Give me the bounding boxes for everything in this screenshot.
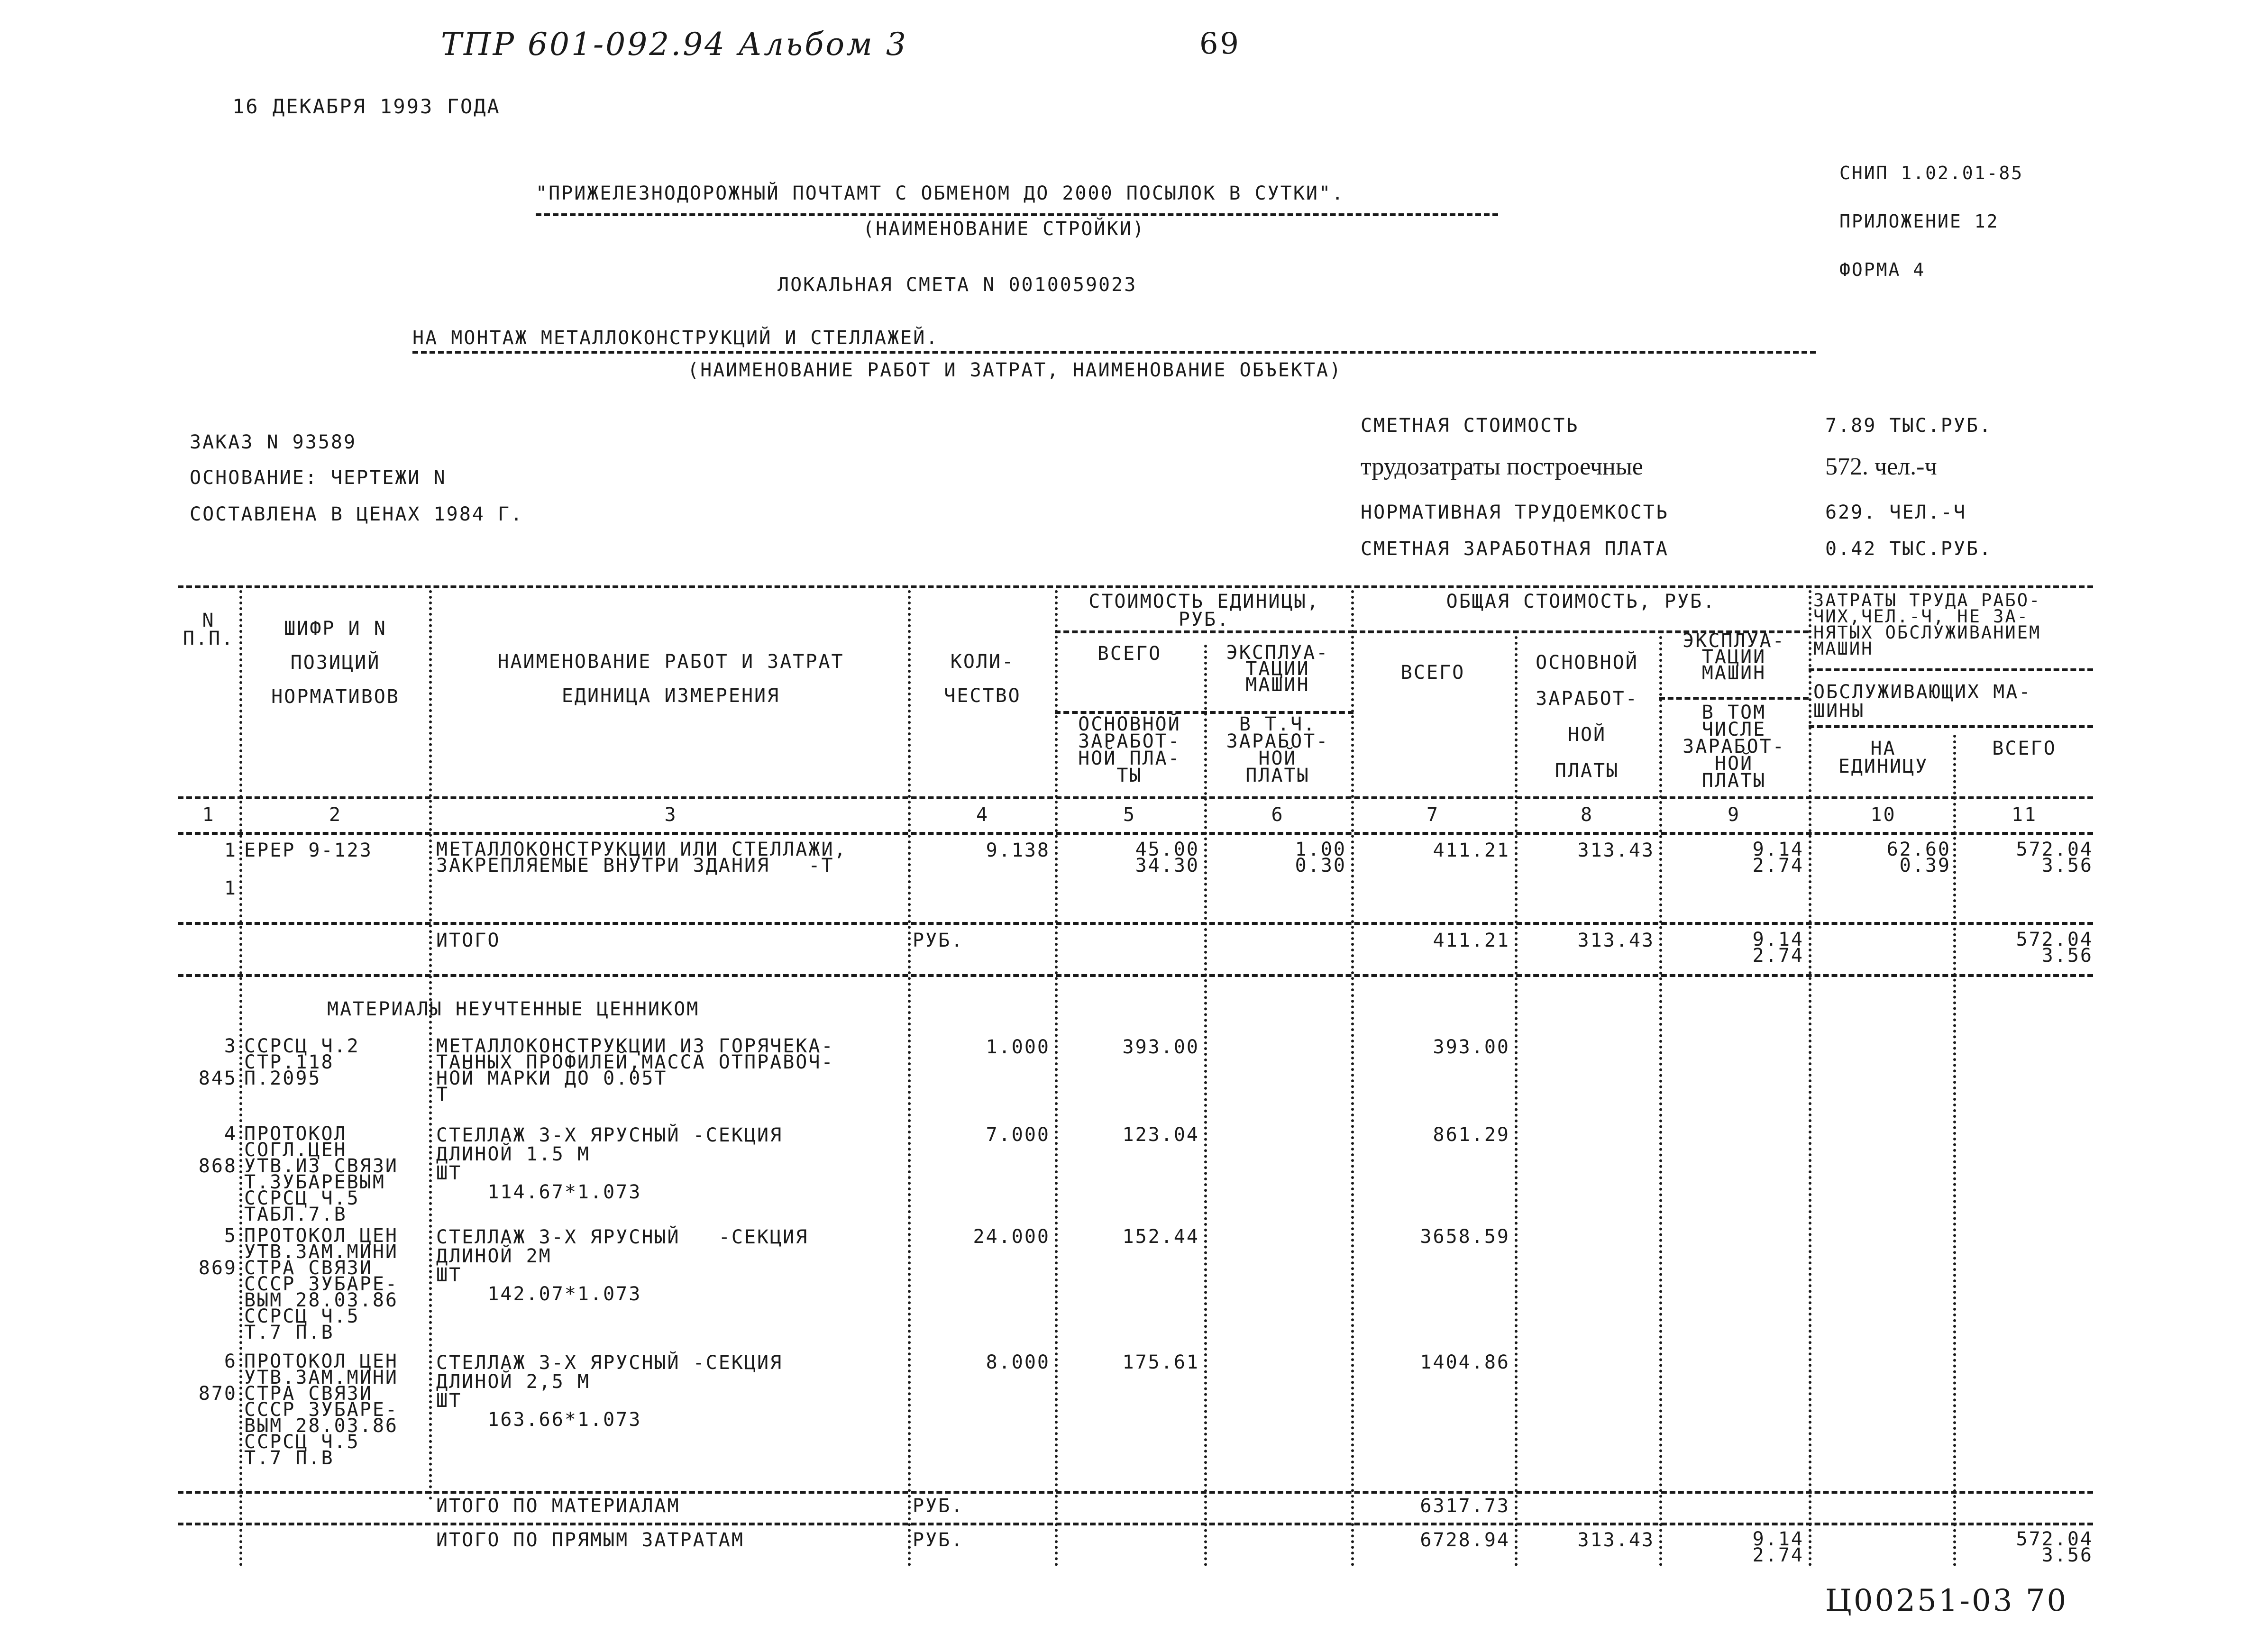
material-total: 1404.86 [1420, 1351, 1510, 1373]
row-total-exploitation: 9.14 2.74 [1752, 839, 1804, 876]
snip-line: СНИП 1.02.01-85 [1839, 163, 2024, 183]
header-labor-machine: ОБСЛУЖИВАЮЩИХ МА- ШИНЫ [1813, 681, 2032, 722]
material-code: ПРОТОКОЛ ЦЕН УТВ.ЗАМ.МИНИ СТРА СВЯЗИ СССР ЗУБАРЕ- ВЫМ 28.03.86 ССРСЦ Ч.5 Т.7 П.В [244, 1351, 398, 1469]
estimated-cost-label: СМЕТНАЯ СТОИМОСТЬ [1361, 415, 1579, 437]
order-number: ЗАКАЗ N 93589 [190, 431, 357, 453]
material-name: СТЕЛЛАЖ 3-Х ЯРУСНЫЙ -СЕКЦИЯ ДЛИНОЙ 1.5 М ШТ 114.67*1.073 [436, 1124, 783, 1203]
column-number: 10 [1870, 804, 1896, 826]
divider [536, 213, 1498, 216]
column-number: 1 [202, 804, 215, 826]
wage-label: СМЕТНАЯ ЗАРАБОТНАЯ ПЛАТА [1361, 538, 1669, 560]
header-unit-total: ВСЕГО [1097, 643, 1162, 665]
material-number: 3 845 [198, 1035, 237, 1089]
row-name: МЕТАЛЛОКОНСТРУКЦИИ ИЛИ СТЕЛЛАЖИ, ЗАКРЕПЛЯЕМЫЕ ВНУТРИ ЗДАНИЯ -Т [436, 839, 847, 876]
materials-total-unit: РУБ. [913, 1495, 964, 1517]
material-unit-total: 393.00 [1122, 1036, 1199, 1058]
column-separator [1351, 590, 1354, 1567]
column-number: 4 [976, 804, 989, 826]
column-number: 2 [329, 804, 342, 826]
row-total: 411.21 [1433, 840, 1510, 861]
header-total-exploitation: ЭКСПЛУА- ТАЦИИ МАШИН [1683, 630, 1785, 684]
wage-value: 0.42 ТЫС.РУБ. [1825, 538, 1993, 560]
material-quantity: 8.000 [986, 1351, 1050, 1373]
table-top-border [178, 585, 2093, 588]
subtotal-unit: РУБ. [913, 930, 964, 951]
estimate-title: ЛОКАЛЬНАЯ СМЕТА N 0010059023 [777, 274, 1137, 296]
header-total-cost: ОБЩАЯ СТОИМОСТЬ, РУБ. [1446, 591, 1716, 612]
header-labor-unit: НА ЕДИНИЦУ [1838, 738, 1929, 777]
row-number-sub: 1 [224, 877, 237, 899]
divider [178, 1491, 2093, 1494]
column-number: 5 [1123, 804, 1136, 826]
direct-costs-labor: 572.04 3.56 [2016, 1528, 2093, 1566]
direct-costs-label: ИТОГО ПО ПРЯМЫМ ЗАТРАТАМ [436, 1529, 744, 1551]
snip-line: ФОРМА 4 [1839, 259, 1926, 280]
header-code: ШИФР И N ПОЗИЦИЙ НОРМАТИВОВ [271, 618, 400, 708]
project-caption: (НАИМЕНОВАНИЕ СТРОЙКИ) [863, 218, 1145, 240]
column-number: 8 [1580, 804, 1594, 826]
header-unit-cost: СТОИМОСТЬ ЕДИНИЦЫ, РУБ. [1088, 591, 1320, 630]
header-total-all: ВСЕГО [1400, 662, 1465, 684]
divider [178, 1523, 2093, 1525]
page-number: 69 [1199, 26, 1241, 61]
divider [1809, 725, 2093, 728]
material-total: 393.00 [1433, 1036, 1510, 1058]
estimated-cost-value: 7.89 ТЫС.РУБ. [1825, 415, 1993, 437]
material-code: ССРСЦ Ч.2 СТР.118 П.2095 [244, 1035, 360, 1089]
album-code: ТПР 601-092.94 Альбом 3 [441, 26, 908, 63]
basis: ОСНОВАНИЕ: ЧЕРТЕЖИ N [190, 467, 447, 489]
material-total: 3658.59 [1420, 1226, 1510, 1248]
header-number: N П.П. [183, 610, 235, 649]
material-quantity: 1.000 [986, 1036, 1050, 1058]
direct-costs-unit: РУБ. [913, 1529, 964, 1551]
column-number: 9 [1727, 804, 1741, 826]
header-total-incl-wage: В ТОМ ЧИСЛЕ ЗАРАБОТ- НОЙ ПЛАТЫ [1683, 702, 1785, 792]
divider [412, 351, 1816, 354]
labor-cost-value: 572. чел.-ч [1825, 453, 1937, 480]
normative-labor-value: 629. ЧЕЛ.-Ч [1825, 502, 1966, 523]
row-code: ЕРЕР 9-123 [244, 840, 373, 861]
work-title: НА МОНТАЖ МЕТАЛЛОКОНСТРУКЦИЙ И СТЕЛЛАЖЕЙ. [412, 327, 939, 349]
materials-title: МАТЕРИАЛЫ НЕУЧТЕННЫЕ ЦЕННИКОМ [327, 998, 700, 1020]
divider [1659, 697, 1809, 700]
material-total: 861.29 [1433, 1124, 1510, 1146]
material-number: 4 868 [198, 1123, 237, 1177]
row-labor-total: 572.04 3.56 [2016, 839, 2093, 876]
material-name: СТЕЛЛАЖ 3-Х ЯРУСНЫЙ -СЕКЦИЯ ДЛИНОЙ 2М ШТ 142.07*1.073 [436, 1226, 809, 1305]
divider [178, 974, 2093, 977]
direct-costs-exploitation: 9.14 2.74 [1752, 1528, 1804, 1566]
table-header-border [178, 796, 2093, 799]
normative-labor-label: НОРМАТИВНАЯ ТРУДОЕМКОСТЬ [1361, 502, 1669, 523]
material-number: 5 869 [198, 1225, 237, 1279]
snip-reference [1839, 133, 2023, 294]
column-number: 3 [664, 804, 677, 826]
material-name: СТЕЛЛАЖ 3-Х ЯРУСНЫЙ -СЕКЦИЯ ДЛИНОЙ 2,5 М ШТ 163.66*1.073 [436, 1352, 783, 1431]
divider [1809, 668, 2093, 671]
row-total-wage: 313.43 [1577, 840, 1655, 861]
row-unit-exploitation: 1.00 0.30 [1295, 839, 1346, 876]
project-title: "ПРИЖЕЛЕЗНОДОРОЖНЫЙ ПОЧТАМТ С ОБМЕНОМ ДО 2000 ПОСЫЛОК В СУТКИ". [536, 183, 1345, 204]
column-number: 6 [1271, 804, 1284, 826]
header-unit-wage: ОСНОВНОЙ ЗАРАБОТ- НОЙ ПЛА- ТЫ [1078, 713, 1181, 786]
subtotal-labor-total: 572.04 3.56 [2016, 929, 2093, 967]
snip-line: ПРИЛОЖЕНИЕ 12 [1839, 211, 1999, 232]
table-numbers-border [178, 832, 2093, 835]
materials-total-value: 6317.73 [1420, 1495, 1510, 1517]
row-unit-total: 45.00 34.30 [1135, 839, 1199, 876]
header-labor-total: ВСЕГО [1992, 738, 2057, 759]
subtotal-total: 411.21 [1433, 930, 1510, 951]
material-unit-total: 152.44 [1122, 1226, 1199, 1248]
material-code: ПРОТОКОЛ СОГЛ.ЦЕН УТВ.ИЗ СВЯЗИ Т.ЗУБАРЕВЫМ ССРСЦ Ч.5 ТАБЛ.7.В [244, 1123, 398, 1225]
direct-costs-wage: 313.43 [1577, 1529, 1655, 1551]
subtotal-wage: 313.43 [1577, 930, 1655, 951]
column-number: 7 [1426, 804, 1440, 826]
material-quantity: 24.000 [973, 1226, 1050, 1248]
document-date: 16 ДЕКАБРЯ 1993 ГОДА [232, 95, 501, 118]
row-labor-unit: 62.60 0.39 [1886, 839, 1951, 876]
header-labor: ЗАТРАТЫ ТРУДА РАБО- ЧИХ,ЧЕЛ.-Ч, НЕ ЗА- НЯТЫХ ОБСЛУЖИВАНИЕМ МАШИН [1813, 590, 2041, 659]
work-caption: (НАИМЕНОВАНИЕ РАБОТ И ЗАТРАТ, НАИМЕНОВАНИЕ ОБЪЕКТА) [687, 359, 1343, 381]
footer-code: Ц00251-03 70 [1825, 1583, 2068, 1618]
divider [1055, 630, 1353, 633]
column-number: 11 [2011, 804, 2038, 826]
price-basis: СОСТАВЛЕНА В ЦЕНАХ 1984 Г. [190, 503, 524, 525]
header-unit-incl-wage: В Т.Ч. ЗАРАБОТ- НОЙ ПЛАТЫ [1226, 713, 1329, 786]
material-unit-total: 123.04 [1122, 1124, 1199, 1146]
material-number: 6 870 [198, 1351, 237, 1405]
material-code: ПРОТОКОЛ ЦЕН УТВ.ЗАМ.МИНИ СТРА СВЯЗИ СССР ЗУБАРЕ- ВЫМ 28.03.86 ССРСЦ Ч.5 Т.7 П.В [244, 1225, 398, 1343]
column-separator [1809, 590, 1811, 1567]
material-quantity: 7.000 [986, 1124, 1050, 1146]
materials-total-label: ИТОГО ПО МАТЕРИАЛАМ [436, 1495, 680, 1517]
row-number: 1 [224, 840, 237, 861]
header-quantity: КОЛИ- ЧЕСТВО [944, 651, 1021, 707]
row-quantity: 9.138 [986, 840, 1050, 861]
divider [178, 922, 2093, 925]
labor-cost-label: трудозатраты построечные [1361, 453, 1643, 480]
column-separator [908, 590, 911, 1567]
header-name: НАИМЕНОВАНИЕ РАБОТ И ЗАТРАТ ЕДИНИЦА ИЗМЕРЕНИЯ [497, 651, 844, 707]
direct-costs-total: 6728.94 [1420, 1529, 1510, 1551]
header-unit-exploitation: ЭКСПЛУА- ТАЦИИ МАШИН [1226, 642, 1329, 696]
material-name: МЕТАЛЛОКОНСТРУКЦИИ ИЗ ГОРЯЧЕКА- ТАННЫХ ПРОФИЛЕЙ,МАССА ОТПРАВОЧ- НОЙ МАРКИ ДО 0.05Т Т [436, 1035, 834, 1105]
subtotal-exploitation: 9.14 2.74 [1752, 929, 1804, 967]
column-separator [429, 590, 432, 1500]
header-total-wage: ОСНОВНОЙ ЗАРАБОТ- НОЙ ПЛАТЫ [1536, 652, 1638, 782]
material-unit-total: 175.61 [1122, 1351, 1199, 1373]
subtotal-label: ИТОГО [436, 930, 501, 951]
column-separator [239, 590, 242, 1567]
